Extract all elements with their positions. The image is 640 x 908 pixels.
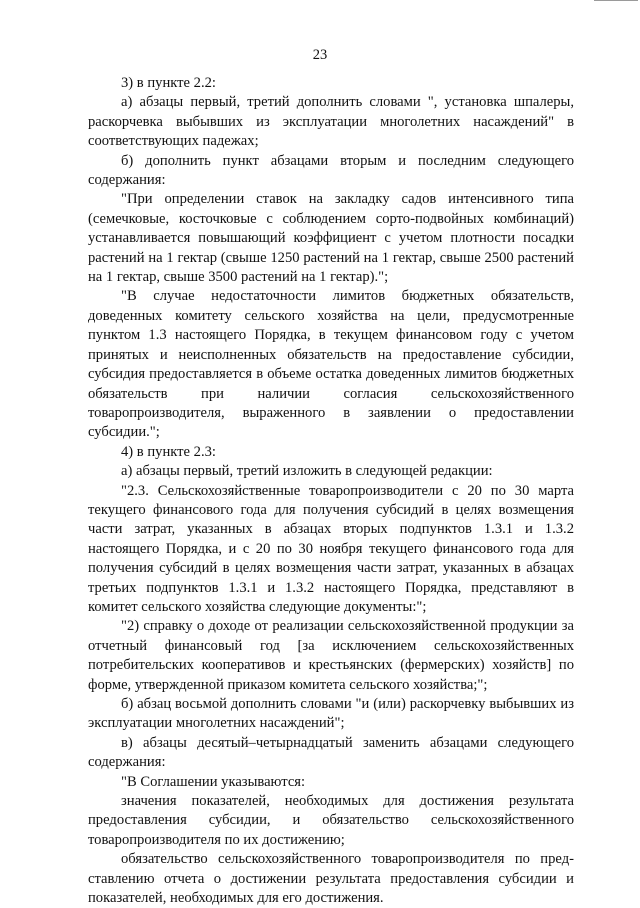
page-number: 23	[312, 47, 328, 63]
paragraph-subitem-b-2: б) абзац восьмой дополнить словами "и (или) раскорчевку выбывших из эксплуатации многолетних насаждений";	[88, 696, 574, 732]
paragraph-item-4: 4) в пункте 2.3:	[121, 443, 216, 460]
paragraph-indicator-values: значения показателей, необходимых для достижения результата предоставления субсидии, и обязательство сельскохозяйственного товаропроизводителя по их достижению;	[88, 793, 574, 848]
paragraph-subitem-b: б) дополнить пункт абзацами вторым и последним следующего содержания:	[88, 152, 574, 189]
paragraph-subitem-a-2: а) абзацы первый, третий изложить в следующей редакции:	[121, 463, 493, 480]
quoted-paragraph-2-3: "2.3. Сельскохозяйственные товаропроизводители с 20 по 30 марта текущего финансового года для получения субсидий в целях возмещения части затрат, указанных в абзацах вторых подпунктов 1.3.1 и 1.3.2 настоящего Порядка, и с 20 по 30 ноября текущего финансового года для получения субсидий в целях возмещения части затрат, указанных в абзацах третьих подпунктов 1.3.1 и 1.3.2 настоящего Порядка, представляют в комитет сельского хозяйства следующие документы:";	[88, 482, 574, 615]
paragraph-reporting-obligation: обязательство сельскохозяйственного товаропроизводителя по пред-ставлению отчета о достижении результата предоставления субсидии и показателей, необходимых для его достижения.	[88, 851, 574, 907]
corner-mark	[594, 0, 638, 1]
paragraph-subitem-a: а) абзацы первый, третий дополнить словами ", установка шпалеры, раскорчевка выбывших из эксплуатации многолетних насаждений" в соответствующих падежах;	[88, 94, 574, 150]
quoted-paragraph-limits: "В случае недостаточности лимитов бюджетных обязательств, доведенных комитету сельского хозяйства на цели, предусмотренные пунктом 1.3 настоящего Порядка, в текущем финансовом году с учетом принятых и неисполненных обязательств на предоставление субсидии, субсидия предоставляется в объеме остатка доведенных лимитов бюджетных обязательств при наличии согласия сельскохозяйственного товаропроизводителя, выраженного в заявлении о предоставлении субсидии.";	[88, 288, 574, 441]
quoted-paragraph-rates: "При определении ставок на закладку садов интенсивного типа (семечковые, косточковые с соблюдением сорто-подвойных комбинаций) устанавливается повышающий коэффициент с учетом плотности посадки растений на 1 гектар (свыше 1250 растений на 1 гектар, свыше 2500 растений на 1 гектар, свыше 3500 растений на 1 гектар).";	[88, 191, 574, 286]
quoted-paragraph-agreement: "В Соглашении указываются:	[121, 773, 306, 790]
paragraph-subitem-v: в) абзацы десятый–четырнадцатый заменить абзацами следующего содержания:	[88, 734, 574, 771]
document-body	[88, 74, 574, 908]
paragraph-item-3: 3) в пункте 2.2:	[121, 75, 216, 91]
quoted-paragraph-income-certificate: "2) справку о доходе от реализации сельскохозяйственной продукции за отчетный финансовый год [за исключением сельскохозяйственных потребительских кооперативов и крестьянских (фермерских) хозяйств] по форме, утвержденной приказом комитета сельского хозяйства;";	[88, 618, 574, 693]
